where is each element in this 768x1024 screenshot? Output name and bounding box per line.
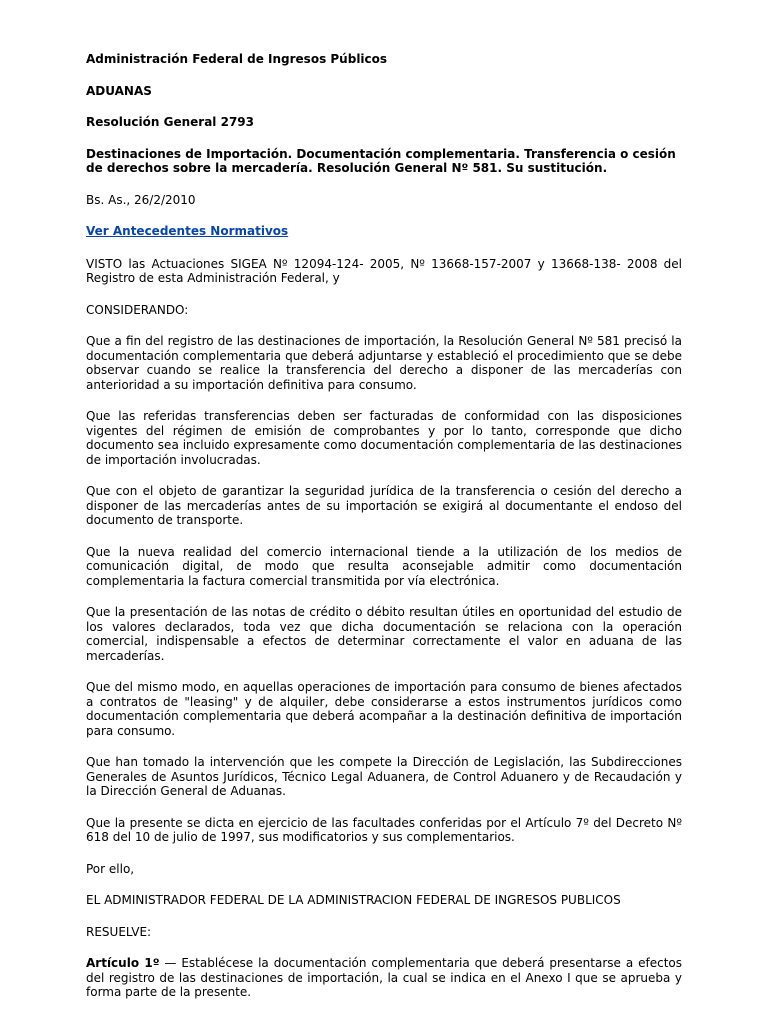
paragraph-4: Que la nueva realidad del comercio internacional tiende a la utilización de los medios de comunicación digital, de modo que resulta aconsejable admitir como documentación complementaria la factura comercial transmitida por vía electrónica.	[86, 544, 682, 588]
article-1	[86, 956, 682, 1000]
article-1-label: Artículo 1º	[86, 956, 160, 970]
paragraph-3: Que con el objeto de garantizar la seguridad jurídica de la transferencia o cesión del derecho a disponer de las mercaderías antes de su importación se exigirá al documentante el endoso del documento de transporte.	[86, 484, 682, 527]
article-1-text: — Establécese la documentación complementaria que deberá presentarse a efectos del registro de las destinaciones de importación, la cual se indica en el Anexo I que se aprueba y forma parte de la presente.	[86, 956, 682, 999]
visto-paragraph: VISTO las Actuaciones SIGEA Nº 12094-124- 2005, Nº 13668-157-2007 y 13668-138- 2008 del Registro de esta Administración Federal, y	[86, 256, 682, 285]
resuelve-heading: RESUELVE:	[86, 924, 152, 939]
paragraph-6: Que del mismo modo, en aquellas operaciones de importación para consumo de bienes afectados a contratos de "leasing" y de alquiler, debe considerarse a estos instrumentos jurídicos como documentación complementaria que deberá acompañar a la destinación definitiva de importación para consumo.	[86, 680, 682, 738]
antecedentes-link[interactable]: Ver Antecedentes Normativos	[86, 224, 289, 238]
por-ello: Por ello,	[86, 861, 135, 876]
considerando-heading: CONSIDERANDO:	[86, 302, 189, 317]
administrator-line: EL ADMINISTRADOR FEDERAL DE LA ADMINISTRACION FEDERAL DE INGRESOS PUBLICOS	[86, 893, 621, 907]
agency-title: Administración Federal de Ingresos Públicos	[86, 52, 388, 66]
resolution-subject: Destinaciones de Importación. Documentación complementaria. Transferencia o cesión de derechos sobre la mercadería. Resolución General Nº 581. Su sustitución.	[86, 146, 676, 175]
resolution-title: Resolución General 2793	[86, 115, 254, 129]
place-date: Bs. As., 26/2/2010	[86, 192, 196, 207]
paragraph-5: Que la presentación de las notas de crédito o débito resultan útiles en oportunidad del estudio de los valores declarados, toda vez que dicha documentación se relaciona con la operación comercial, indispensable a efectos de determinar correctamente el valor en aduana de las mercaderías.	[86, 605, 682, 663]
paragraph-8: Que la presente se dicta en ejercicio de las facultades conferidas por el Artículo 7º del Decreto Nº 618 del 10 de julio de 1997, sus modificatorios y sus complementarios.	[86, 815, 682, 844]
paragraph-2: Que las referidas transferencias deben ser facturadas de conformidad con las disposiciones vigentes del régimen de emisión de comprobantes y por lo tanto, corresponde que dicho documento sea incluido expresamente como documentación complementaria de las destinaciones de importación involucradas.	[86, 409, 682, 467]
section-title: ADUANAS	[86, 83, 152, 98]
paragraph-1: Que a fin del registro de las destinaciones de importación, la Resolución General Nº 581 precisó la documentación complementaria que deberá adjuntarse y estableció el procedimiento que se debe observar cuando se realice la transferencia del derecho a disponer de las mercaderías con anterioridad a su importación definitiva para consumo.	[86, 334, 682, 392]
document-content	[86, 52, 682, 1000]
paragraph-7: Que han tomado la intervención que les compete la Dirección de Legislación, las Subdirecciones Generales de Asuntos Jurídicos, Técnico Legal Aduanera, de Control Aduanero y de Recaudación y la Dirección General de Aduanas.	[86, 755, 682, 798]
